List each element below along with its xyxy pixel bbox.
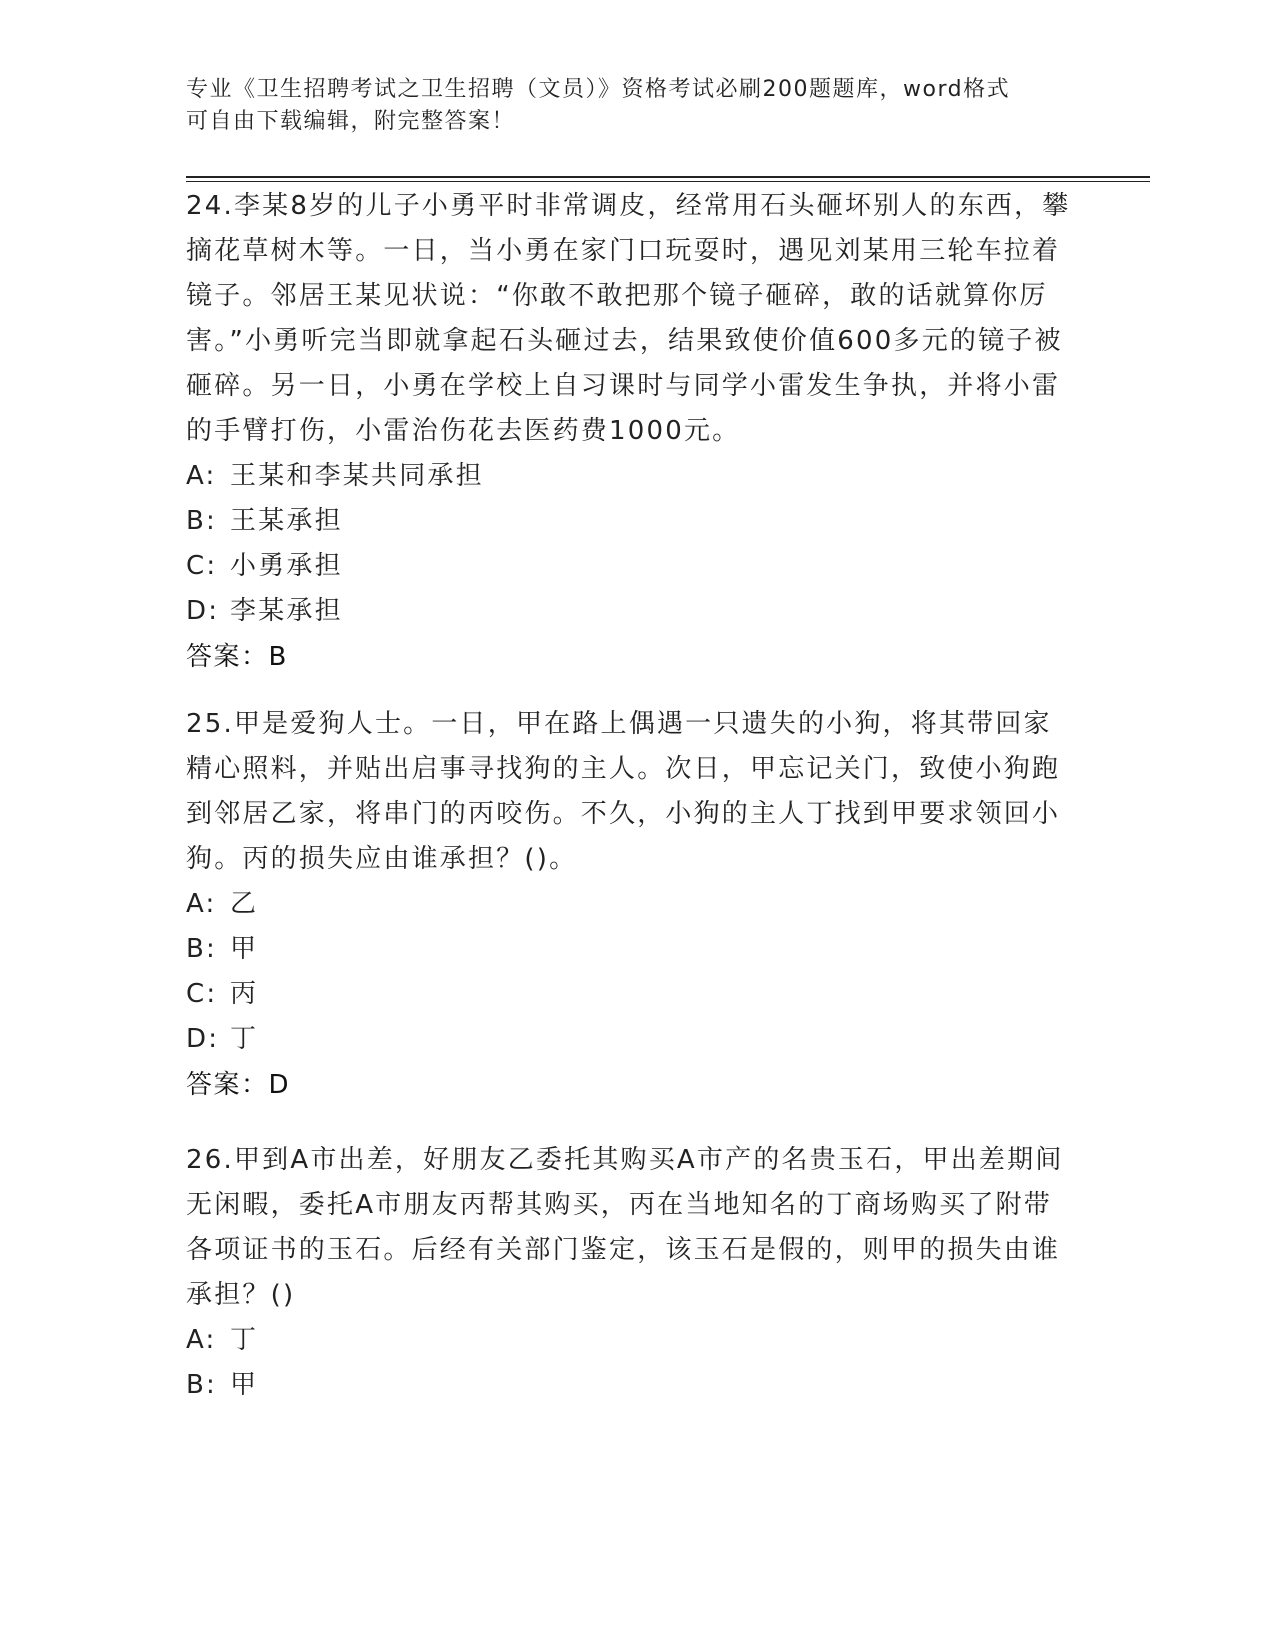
option-b [186,927,1076,972]
option-c [186,544,1076,589]
answer-line: 答案：B [186,642,288,672]
question-26 [186,1138,1076,1408]
option-text: 小勇承担 [230,551,343,581]
option-text: 王某和李某共同承担 [230,461,484,491]
option-text: 李某承担 [230,596,343,626]
option-a [186,882,1076,927]
option-text: 王某承担 [230,506,343,536]
option-key: A: [186,889,217,919]
document-header [186,74,1066,138]
option-b [186,499,1076,544]
header-divider-thick [186,176,1150,178]
option-text: 甲 [230,934,259,964]
option-text: 甲 [230,1370,259,1400]
option-key: A: [186,1325,217,1355]
header-title-line-2: 可自由下载编辑，附完整答案！ [186,109,516,134]
option-key: D: [186,596,220,626]
question-stem: 25.甲是爱狗人士。一日，甲在路上偶遇一只遗失的小狗，将其带回家精心照料，并贴出启事寻找狗的主人。次日，甲忘记关门，致使小狗跑到邻居乙家，将串门的丙咬伤。不久，小狗的主人丁找到甲要求领回小狗。丙的损失应由谁承担？()。 [186,709,1061,874]
option-a [186,1318,1076,1363]
option-key: B: [186,1370,217,1400]
option-d [186,589,1076,634]
option-a [186,454,1076,499]
option-d [186,1017,1076,1062]
answer-line: 答案：D [186,1070,291,1100]
option-key: C: [186,979,218,1009]
option-key: B: [186,506,217,536]
option-text: 丁 [230,1024,259,1054]
option-key: A: [186,461,217,491]
option-b [186,1363,1076,1408]
option-key: C: [186,551,218,581]
header-divider-thin [186,181,1150,182]
question-stem: 24.李某8岁的儿子小勇平时非常调皮，经常用石头砸坏别人的东西，攀摘花草树木等。一日，当小勇在家门口玩耍时，遇见刘某用三轮车拉着镜子。邻居王某见状说：“你敢不敢把那个镜子砸碎，敢的话就算你厉害。”小勇听完当即就拿起石头砸过去，结果致使价值600多元的镜子被砸碎。另一日，小勇在学校上自习课时与同学小雷发生争执，并将小雷的手臂打伤，小雷治伤花去医药费1000元。 [186,191,1071,446]
option-text: 丙 [230,979,259,1009]
question-25 [186,702,1076,1108]
option-key: D: [186,1024,220,1054]
option-c [186,972,1076,1017]
option-text: 丁 [230,1325,259,1355]
question-24 [186,184,1076,680]
option-key: B: [186,934,217,964]
option-text: 乙 [230,889,259,919]
header-title-line-1: 专业《卫生招聘考试之卫生招聘（文员）》资格考试必刷200题题库，word格式 [186,77,1011,102]
question-stem: 26.甲到A市出差，好朋友乙委托其购买A市产的名贵玉石，甲出差期间无闲暇，委托A市朋友丙帮其购买，丙在当地知名的丁商场购买了附带各项证书的玉石。后经有关部门鉴定，该玉石是假的，则甲的损失由谁承担？() [186,1145,1064,1310]
